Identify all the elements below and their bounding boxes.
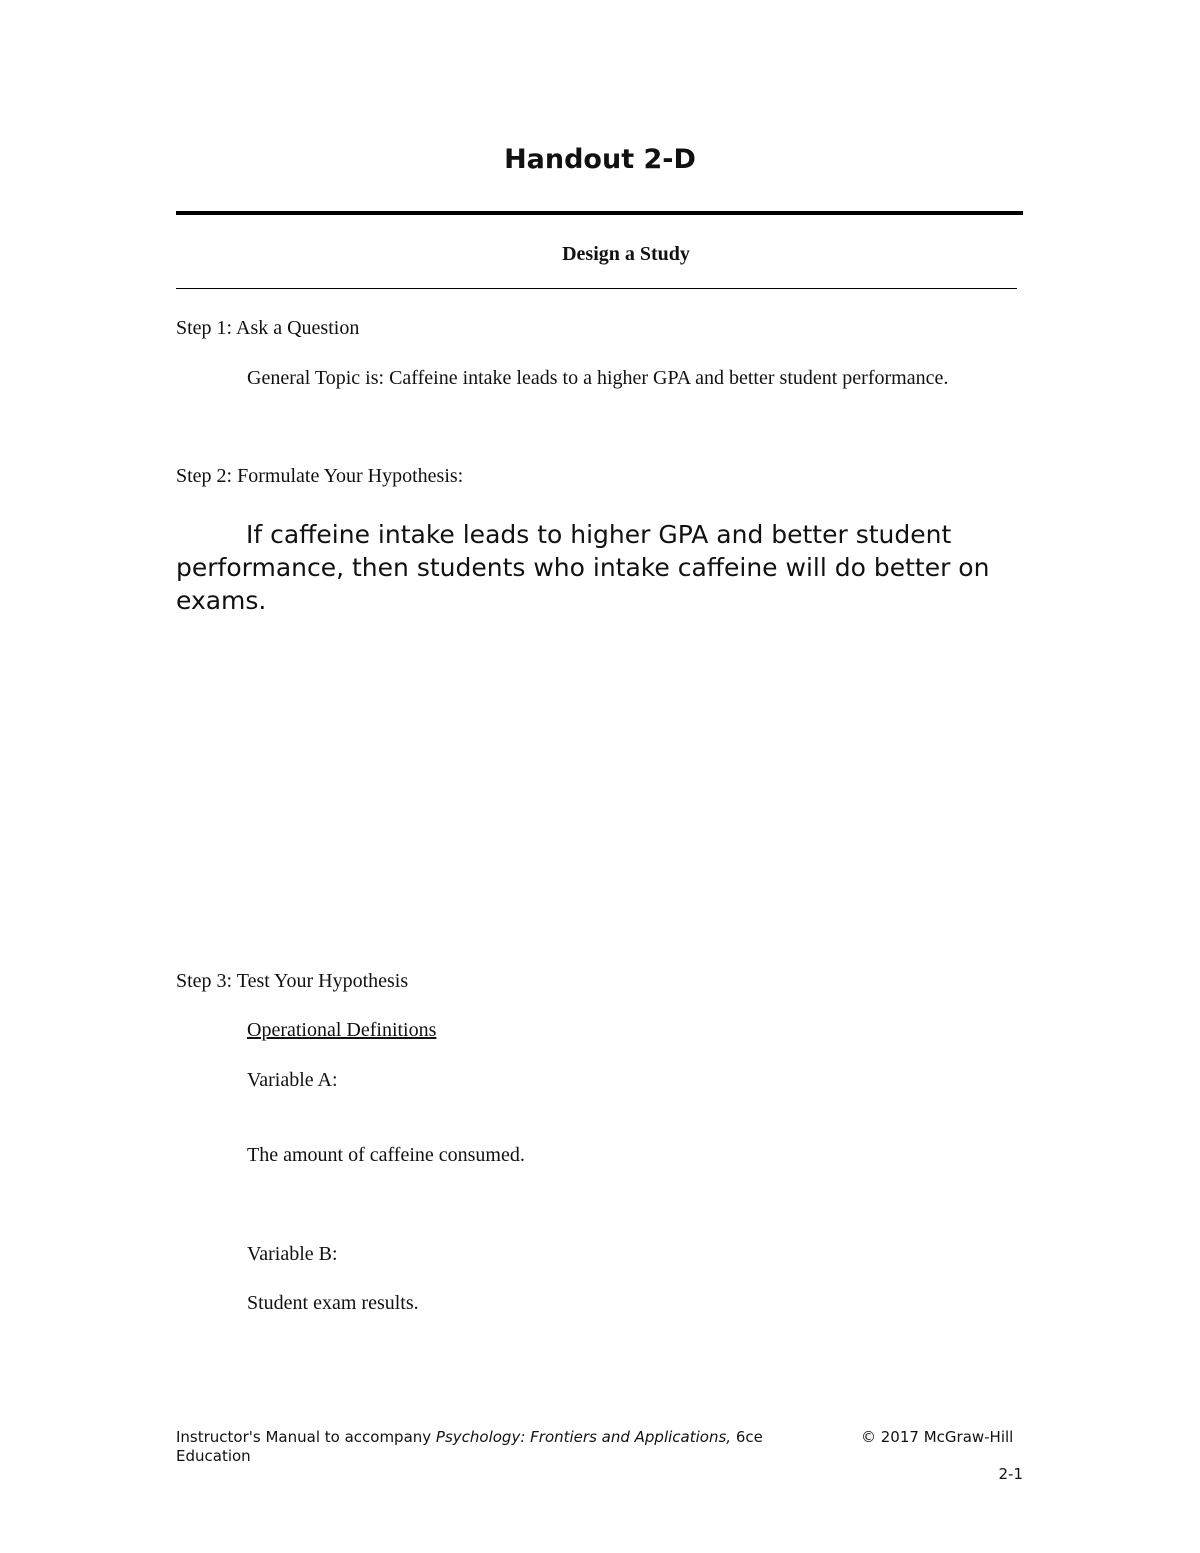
page-number: 2-1 — [998, 1465, 1023, 1483]
step2-heading: Step 2: Formulate Your Hypothesis: — [176, 465, 464, 487]
footer-book-title: Psychology: Frontiers and Applications, — [435, 1428, 732, 1446]
section-subtitle: Design a Study — [562, 243, 690, 265]
page-footer — [176, 1428, 1026, 1466]
step2-hypothesis: If caffeine intake leads to higher GPA and better student performance, then students who intake caffeine will do better on exams. — [176, 520, 990, 615]
variable-b-value: Student exam results. — [247, 1292, 419, 1314]
step3-heading: Step 3: Test Your Hypothesis — [176, 970, 409, 992]
footer-prefix: Instructor's Manual to accompany — [176, 1428, 436, 1446]
footer-edition: 6ce — [731, 1428, 763, 1446]
variable-a-value: The amount of caffeine consumed. — [247, 1144, 525, 1166]
variable-b-label: Variable B: — [247, 1243, 338, 1265]
operational-definitions-label: Operational Definitions — [247, 1019, 437, 1041]
subtitle-divider-thin — [176, 288, 1017, 289]
footer-copyright-continued: Education — [176, 1447, 251, 1465]
step1-general-topic: General Topic is: Caffeine intake leads to a higher GPA and better student performance. — [247, 367, 949, 389]
step1-heading: Step 1: Ask a Question — [176, 317, 360, 339]
footer-copyright: © 2017 McGraw-Hill — [861, 1428, 1014, 1446]
variable-a-label: Variable A: — [247, 1069, 338, 1091]
handout-title: Handout 2-D — [504, 144, 696, 175]
title-divider-thick — [176, 211, 1023, 215]
